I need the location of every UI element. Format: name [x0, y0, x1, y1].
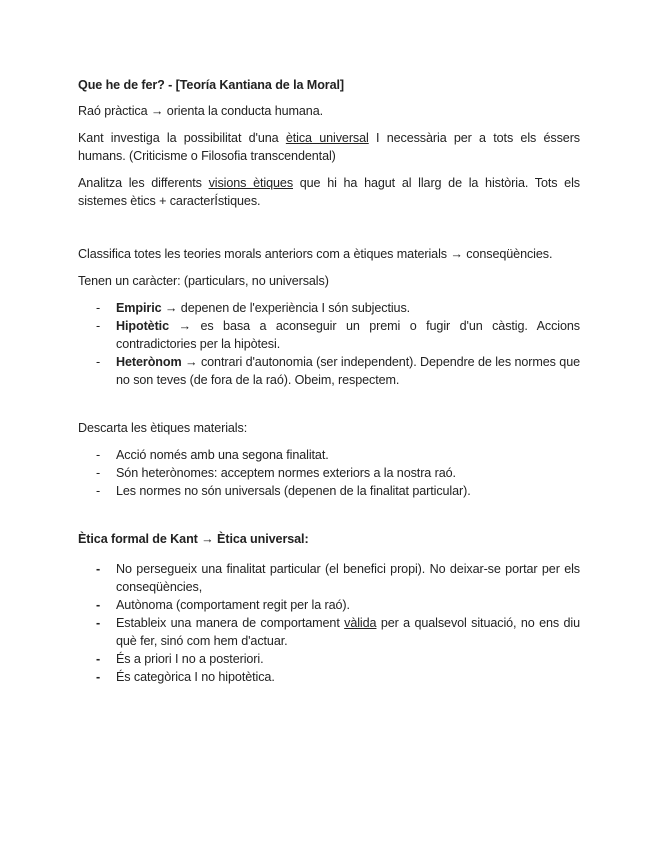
- list-text: Les normes no són universals (depenen de la finalitat particular).: [116, 484, 471, 498]
- list-text: És categòrica I no hipotètica.: [116, 670, 275, 684]
- dash-bullet: -: [96, 301, 101, 315]
- dash-bullet: -: [96, 562, 101, 576]
- arrow-symbol: →: [161, 301, 181, 315]
- list-item: [78, 482, 580, 500]
- spacer: [78, 389, 580, 419]
- list-item: [78, 446, 580, 464]
- formal-ethics-list: [78, 560, 580, 686]
- dash-bullet: -: [96, 355, 101, 369]
- text-segment: I necessària per a tots els éssers humans. (Criticisme o Filosofia transcendental): [78, 131, 580, 163]
- material-ethics-traits-list: [78, 299, 580, 389]
- list-text: Autònoma (comportament regit per la raó).: [116, 598, 350, 612]
- section-heading-formal-ethics: Ètica formal de Kant → Ètica universal:: [78, 532, 309, 546]
- list-text: Acció només amb una segona finalitat.: [116, 448, 329, 462]
- dash-bullet: -: [96, 448, 101, 462]
- list-text: contrari d'autonomia (ser independent). Dependre de les normes que no son teves (de fora de la raó). Obeim, respectem.: [116, 355, 580, 387]
- dash-bullet: -: [96, 466, 101, 480]
- underlined-term: vàlida: [344, 616, 377, 630]
- document-content: [78, 76, 580, 686]
- list-term: Empiric: [116, 301, 162, 315]
- list-item: [78, 317, 580, 353]
- paragraph-discards: Descarta les ètiques materials:: [78, 421, 248, 435]
- list-text: No persegueix una finalitat particular (el benefici propi). No deixar-se portar per els conseqüències,: [116, 562, 580, 594]
- spacer: [78, 219, 580, 245]
- paragraph-classifies: Classifica totes les teories morals anteriors com a ètiques materials → conseqüències.: [78, 247, 553, 261]
- dash-bullet: -: [96, 670, 101, 684]
- list-item: [78, 614, 580, 650]
- text-segment: per a qualsevol situació, no ens diu què fer, sinó com hem d'actuar.: [116, 616, 580, 648]
- list-item: [78, 560, 580, 596]
- list-item: [78, 299, 580, 317]
- list-item: [78, 668, 580, 686]
- text-segment: que hi ha hagut al llarg de la història. Tots els sistemes ètics + caracterÍstiques.: [78, 176, 580, 208]
- dash-bullet: -: [96, 652, 101, 666]
- dash-bullet: -: [96, 598, 101, 612]
- paragraph-practical-reason: Raó pràctica → orienta la conducta humana.: [78, 104, 324, 118]
- list-item: [78, 650, 580, 668]
- document-title: Que he de fer? - [Teoría Kantiana de la Moral]: [78, 78, 344, 92]
- list-term: Heterònom: [116, 355, 182, 369]
- list-item: [78, 353, 580, 389]
- arrow-symbol: →: [181, 355, 201, 369]
- paragraph-analyzes: [78, 174, 580, 210]
- paragraph-kant-investigates: [78, 129, 580, 165]
- dash-bullet: -: [96, 484, 101, 498]
- underlined-term: ètica universal: [285, 131, 369, 145]
- list-item: [78, 596, 580, 614]
- list-item: [78, 464, 580, 482]
- list-text: depenen de l'experiència I són subjectius.: [180, 301, 411, 315]
- text-segment: Analitza les differents: [78, 176, 209, 190]
- spacer: [78, 500, 580, 530]
- list-text: es basa a aconseguir un premi o fugir d'un càstig. Accions contradictories per la hipòtesi.: [116, 319, 580, 351]
- text-segment: Kant investiga la possibilitat d'una: [78, 131, 286, 145]
- dash-bullet: -: [96, 319, 101, 333]
- paragraph-character: Tenen un caràcter: (particulars, no universals): [78, 274, 329, 288]
- list-text: És a priori I no a posteriori.: [116, 652, 264, 666]
- discard-reasons-list: [78, 446, 580, 500]
- underlined-term: visions ètiques: [208, 176, 294, 190]
- list-term: Hipotètic: [116, 319, 169, 333]
- text-segment: Estableix una manera de comportament: [116, 616, 345, 630]
- dash-bullet: -: [96, 616, 101, 630]
- arrow-symbol: →: [168, 319, 201, 333]
- list-text: Són heterònomes: acceptem normes exteriors a la nostra raó.: [116, 466, 456, 480]
